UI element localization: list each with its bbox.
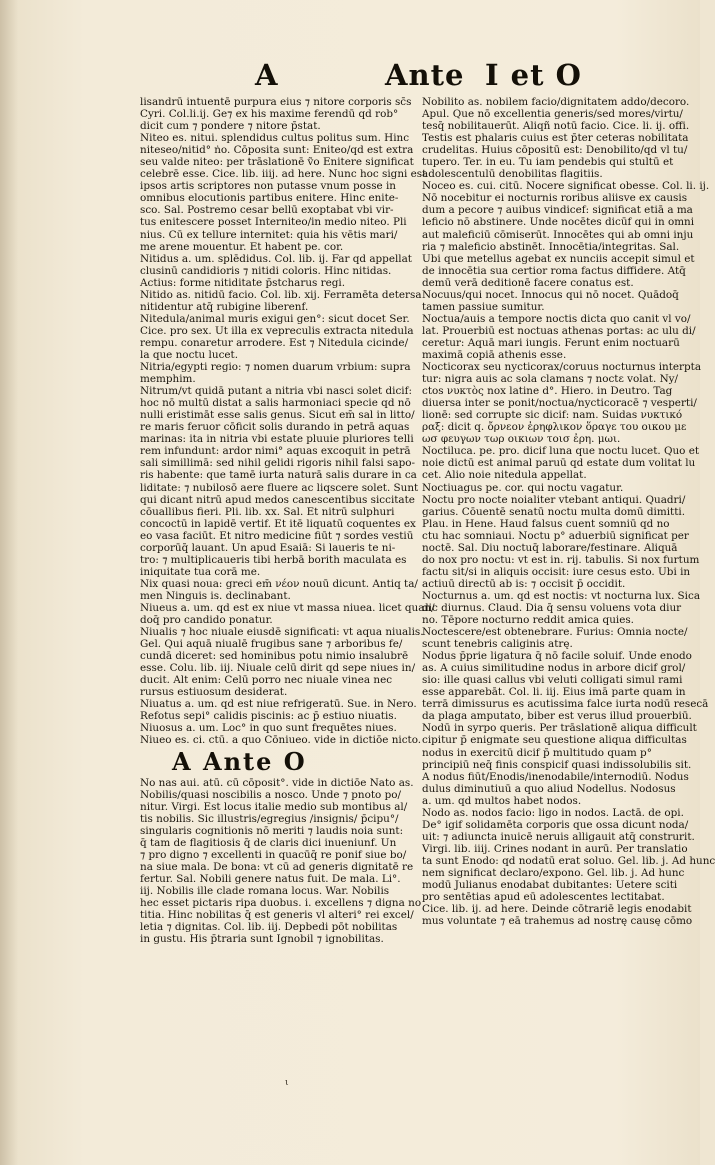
text-line: Nocturnus a. um. qd est noctis: vt nocturna lux. Sica [422, 589, 701, 602]
text-line: noie dictū est animal paruū qd estate dum volitat lu [422, 457, 696, 470]
text-line: Nobilito as. nobilem facio/dignitatem addo/decoro. [422, 96, 690, 108]
text-line: singularis cognitionis nō meriti ⁊ laudis noia sunt: [140, 824, 404, 837]
text-line: eo vasa faciūt. Et nitro medicine fiūt ⁊ sordes vestiū [140, 529, 414, 542]
text-line: qui dicant nitrū apud medos canescentibus siccitate [140, 493, 415, 506]
text-line: rem infundunt: ardor nimi° aquas excoquit in petrā [140, 445, 411, 458]
text-line: Refotus sepi° calidis piscinis: ac p̄ estiuo niuatis. [140, 710, 397, 723]
text-line: tupero. Ter. in eu. Tu iam pendebis qui stultū et [422, 156, 674, 169]
text-line: Nocticorax seu nycticorax/coruus nocturnus interpta [422, 361, 702, 374]
text-line: ducit. Alt enim: Celū porro nec niuale vinea nec [140, 674, 393, 687]
text-line: nius. Cū ex tellure internitet: quia his vētis mari/ [140, 228, 398, 241]
text-line: uit: ⁊ adiuncta inuicē neruis alligauit atq̄ construrit. [422, 830, 695, 843]
text-line: seu valde niteo: per trāslationē ṽo Enitere significat [140, 156, 414, 169]
text-line: no. Tēpore nocturno reddit amica quies. [422, 614, 634, 627]
text-line: Noctua/auis a tempore noctis dicta quo canit vl vo/ [422, 312, 691, 325]
text-line: nulli eristimāt esse salis genus. Sicut em̄ sal in litto/ [140, 409, 415, 422]
text-line: ipsos artis scriptores non putasse vnum posse in [140, 180, 396, 193]
text-line: in gustu. His p̄traria sunt Ignobil ⁊ ignobilitas. [140, 933, 384, 946]
text-line: Noceo es. cui. citū. Nocere significat obesse. Col. li. ij. [422, 180, 710, 193]
text-line: iij. Nobilis ille clade romana locus. War. Nobilis [140, 884, 390, 897]
text-line: clusinū candidioris ⁊ nitidi coloris. Hinc nitidas. [140, 264, 392, 277]
text-line: re maris feruor cōficit solis durando in petrā aquas [140, 421, 410, 434]
text-line: demū verā deditionē facere conatus est. [422, 276, 634, 289]
text-line: Niueus a. um. qd est ex niue vt massa niuea. licet quan/ [140, 601, 435, 614]
text-line: sco. Sal. Postremo cesar bellū exoptabat vbi vir- [140, 204, 394, 217]
text-line: titia. Hinc nobilitas q̄ est generis vl alteri° rei excel/ [140, 909, 414, 922]
text-line: Nō nocebitur ei nocturnis roribus aliisve ex causis [422, 192, 688, 205]
text-line: marinas: ita in nitria vbi estate pluuie pluriores telli [140, 433, 414, 446]
text-line: ta sunt Enodo: qd nodatū erat soluo. Gel. lib. j. Ad hunc [422, 854, 715, 867]
text-line: dicit cum ⁊ pondere ⁊ nitore p̄stat. [140, 120, 321, 133]
text-line: Niueo es. ci. ctū. a quo Cōniueo. vide in dictiōe nicto. [140, 734, 422, 747]
text-line: Niuosus a. um. Loc° in quo sunt frequētes niues. [140, 722, 397, 735]
text-line: cundā diceret: sed hominibus potu nimio insalubrē [140, 650, 409, 663]
page-signature-mark: ι [285, 1078, 289, 1088]
text-line: scunt tenebris caliginis atrę. [422, 638, 573, 651]
text-line: aut maleficiū cōmiserūt. Innocētes qui ab omni inju [422, 228, 694, 241]
text-line: cet. Alio noie nitedula appellat. [422, 469, 587, 482]
left-column [140, 96, 435, 946]
text-line: ctos νυκτὸς nox latine d°. Hiero. in Deutro. Tag [422, 385, 673, 398]
text-line: sio: ille quasi callus vbi veluti colligati simul rami [422, 674, 683, 687]
text-line: rursus estiuosum desiderat. [140, 686, 288, 699]
text-line: ραξ: dicit q. ὄρνεον ἐρηφλικον ὅραγε του οικου με [422, 421, 687, 434]
text-line: Niteo es. nitui. splendidus cultus politus sum. Hinc [140, 132, 410, 145]
text-line: celebrē esse. Cice. lib. iiij. ad here. Nunc hoc signi est [140, 168, 427, 181]
text-line: Cice. pro sex. Ut illa ex vepreculis extracta nitedula [140, 324, 414, 337]
text-line: na siue mala. De bona: vt cū ad generis dignitatē re [140, 860, 414, 873]
text-line: hec esset pictaris ripa duobus. i. excellens ⁊ digna no [140, 897, 422, 909]
text-line: Gel. Qui aquā niualē frugibus sane ⁊ arboribus fe/ [140, 638, 403, 651]
text-line: cipitur p̄ enigmate seu questione aliqua difficultas [422, 734, 687, 747]
text-line: ⁊ pro digno ⁊ excellenti in quacūq̄ re ponif siue bo/ [140, 848, 407, 861]
text-line: mus voluntate ⁊ eā trahemus ad nostrę causę cōmo [422, 915, 693, 928]
text-line: Noctu pro nocte noialiter vtebant antiqui. Quadri/ [422, 493, 686, 506]
text-line: Noctiluca. pe. pro. dicif luna que noctu lucet. Quo et [422, 445, 700, 458]
text-line: ceretur: Aquā mari iungis. Ferunt enim noctuarū [422, 336, 680, 349]
text-line: Cice. lib. ij. ad here. Deinde cōtrariē legis enodabit [422, 903, 692, 916]
text-line: actiuū directū ab is: ⁊ occisit p̄ occidit. [422, 577, 626, 590]
text-line: ria ⁊ maleficio abstinēt. Innocētia/integritas. Sal. [422, 240, 680, 253]
text-line: dic diurnus. Claud. Dia q̄ sensu voluens vota diur [422, 601, 682, 614]
text-line: a. um. qd multos habet nodos. [422, 794, 582, 807]
text-line: Niualis ⁊ hoc niuale eiusdē significati: vt aqua niualis. [140, 626, 424, 639]
text-line: noctē. Sal. Diu noctuq̄ laborare/festinare. Aliquā [422, 541, 678, 554]
text-line: Nitedula/animal muris exigui gen°: sicut docet Ser. [140, 312, 410, 325]
text-line: da plaga amputato, biber est verus illud prouerbiū. [422, 710, 692, 723]
text-line: tamen passiue sumitur. [422, 300, 545, 313]
text-line: leficio nō abstinere. Unde nocētes dicūf qui in omni [422, 216, 695, 229]
text-line: memphim. [140, 373, 196, 386]
text-line: hoc nō multū distat a salis harmoniaci specie qd nō [140, 397, 411, 410]
text-line: tur: nigra auis ac sola clamans ⁊ noctε volat. Ny/ [422, 373, 679, 386]
text-line: Nodū in syrpo queris. Per trāslationē aliqua difficult [422, 722, 697, 735]
text-line: modū Julianus enodabat dubitantes: Uetere sciti [422, 879, 678, 892]
text-line: Noctescere/est obtenebrare. Furius: Omnia nocte/ [422, 626, 688, 639]
text-line: q̄ tam de flagitiosis q̄ de claris dici inueniunf. Un [140, 836, 397, 849]
text-line: men Ninguis is. declinabant. [140, 589, 291, 602]
text-line: as. A cuius similitudine nodus in arbore dicif grol/ [422, 662, 686, 675]
text-line: maximā copiā athenis esse. [422, 348, 567, 361]
text-line: No nas aui. atū. cū cōposit°. vide in dictiōe Nato as. [140, 776, 414, 789]
text-line: lionē: sed corrupte sic dicif: nam. Suidas νυκτικό [422, 409, 683, 422]
text-line: lat. Prouerbiū est noctuas athenas portas: ac ulu di/ [422, 324, 696, 337]
text-line: Nix quasi noua: greci em̄ νέον nouū dicunt. Antiq ta/ [140, 577, 418, 590]
text-line: adolescentulū denobilitas flagitiis. [422, 168, 603, 181]
text-line: lisandrū intuentē purpura eius ⁊ nitore corporis sc̄s [140, 96, 412, 108]
text-line: Virgi. lib. iiij. Crines nodant in aurū. Per translatio [422, 842, 688, 855]
text-line: Noctiuagus pe. cor. qui noctu vagatur. [422, 481, 624, 494]
section-heading: A Ante O [172, 746, 307, 776]
text-line: omnibus elocutionis partibus enitere. Hinc enite- [140, 192, 399, 205]
text-line: nem significat declaro/expono. Gel. lib. j. Ad hunc [422, 867, 685, 879]
text-line: Nitido as. nitidū facio. Col. lib. xij. Ferramēta detersa [140, 288, 422, 301]
text-line: nodus in exercitū dicif p̄ multitudo quam p° [422, 746, 652, 759]
text-line: principiū neq̄ finis conspicif quasi indissolubilis sit. [422, 758, 692, 771]
text-line: esse apparebāt. Col. li. iij. Eius imā parte quam in [422, 686, 686, 699]
text-line: De° igif solidamēta corporis que ossa dicunt noda/ [422, 818, 689, 831]
text-line: Niuatus a. um. qd est niue refrigeratū. Sue. in Nero. [140, 698, 417, 711]
text-line: Nodo as. nodos facio: ligo in nodos. Lactā. de opi. [422, 806, 684, 819]
gutter-shadow [0, 0, 18, 1165]
text-line: nitur. Virgi. Est locus italie medio sub montibus al/ [140, 800, 408, 813]
text-line: diuersa inter se ponit/noctua/nycticoracē ⁊ vesperti/ [422, 397, 697, 410]
text-line: fertur. Sal. Nobili genere natus fuit. De mala. Li°. [140, 872, 401, 885]
text-line: Nitria/egypti regio: ⁊ nomen duarum vrbium: supra [140, 361, 411, 374]
text-line: Cyri. Col.li.ij. Ge⁊ ex his maxime ferendū qd rob° [140, 108, 399, 121]
text-line: letia ⁊ dignitas. Col. lib. iij. Depbedi pōt nobilitas [140, 921, 398, 934]
text-line: Nitrum/vt quidā putant a nitria vbi nasci solet dicif: [140, 385, 412, 398]
header-i-et-o: I et O [485, 58, 582, 92]
text-line: me arene mouentur. Et habent pe. cor. [140, 240, 344, 253]
text-line: doq̄ pro candido ponatur. [140, 614, 273, 627]
text-line: ctu hac somniaui. Noctu p° aduerbiū significat per [422, 529, 689, 542]
text-line: ris habente: que tamē iurta naturā salis durare in ca [140, 469, 417, 482]
text-line: iniquitate tua corā me. [140, 565, 261, 578]
text-line: sali simillimā: sed nihil gelidi rigoris nihil falsi sapo- [140, 457, 415, 470]
text-line: cōuallibus fieri. Pli. lib. xx. Sal. Et nitrū sulphuri [140, 505, 395, 518]
header-ante: Ante [385, 58, 465, 92]
text-line: niteseo/nitid° ṅo. Cōposita sunt: Eniteo/qd est extra [140, 144, 414, 157]
text-line: Apul. Que nō excellentia generis/sed mores/virtu/ [422, 108, 683, 121]
text-line: Plau. in Hene. Haud falsus cuent somniū qd no [422, 517, 670, 530]
text-line: Nodus p̄prie ligatura q̄ nō facile soluif. Unde enodo [422, 650, 692, 663]
text-line: corporūq̄ lauant. Un apud Esaiā: Si laueris te ni- [140, 541, 396, 554]
text-line: tis nobilis. Sic illustris/egregius /insignis/ p̄cipu°/ [140, 812, 399, 825]
text-line: crudelitas. Huius cōpositū est: Denobilito/qd vl tu/ [422, 144, 688, 157]
text-line: dum a pecore ⁊ auibus vindicef: significat etiā a ma [422, 204, 693, 217]
text-line: dulus diminutiuū a quo aliud Nodellus. Nodosus [422, 782, 676, 795]
text-line: Nocuus/qui nocet. Innocus qui nō nocet. Quādoq̄ [422, 288, 679, 301]
text-line: nitidentur atq̄ rubigine liberenf. [140, 300, 309, 313]
text-line: rempu. conaretur arrodere. Est ⁊ Nitedula cicinde/ [140, 336, 409, 349]
text-line: terrā dimissurus es acutissima falce iurta nodū resecā [422, 698, 709, 711]
text-line: ωσ φευγων τωρ οικιων τοισ ἐρη. μωι. [422, 433, 621, 446]
text-line: tro: ⁊ multiplicaueris tibi herbā borith maculata es [140, 553, 407, 566]
text-line: pro sentētias apud eū adolescentes lectitabat. [422, 891, 665, 904]
text-line: Actius: forme nitiditate p̄stcharus regi. [140, 276, 346, 289]
text-line: de innocētia sua certior roma factus diffidere. Atq̄ [422, 264, 686, 277]
text-line: la que noctu lucet. [140, 348, 239, 361]
text-line: Testis est phalaris cuius est p̄ter ceteras nobilitata [422, 132, 689, 145]
text-line: Nitidus a. um. splēdidus. Col. lib. ij. Far qd appellat [140, 252, 412, 265]
running-header [255, 58, 595, 98]
text-line: esse. Colu. lib. iij. Niuale celū dirit qd sepe niues in/ [140, 662, 416, 675]
text-line: Ubi que metellus agebat ex nunciis accepit simul et [422, 252, 695, 265]
right-column [422, 96, 715, 928]
text-line: garius. Cōuentē senatū noctu multa domū dimitti. [422, 505, 686, 518]
text-line: A nodus fiūt/Enodis/inenodabile/internodiū. Nodus [422, 770, 689, 783]
text-line: liditate: ⁊ nubilosō aere fluere ac liqscere solet. Sunt [140, 481, 419, 494]
text-line: tesq̄ nobilitauerūt. Aliqñ notū facio. Cice. li. ij. offi. [422, 120, 690, 133]
text-line: tus enitescere posset Interniteo/in medio niteo. Pli [140, 216, 407, 229]
text-line: factu sit/si in aliquis occisit: iure cesus esto. Ubi in [422, 565, 691, 578]
header-letter-a: A [255, 58, 279, 92]
text-line: do nox pro noctu: vt est in. rij. tabulis. Si nox furtum [422, 553, 700, 566]
text-line: Nobilis/quasi noscibilis a nosco. Unde ⁊ pnoto po/ [140, 788, 402, 801]
text-line: concoctū in lapidē vertif. Et itē liquatū coquentes ex [140, 517, 416, 530]
